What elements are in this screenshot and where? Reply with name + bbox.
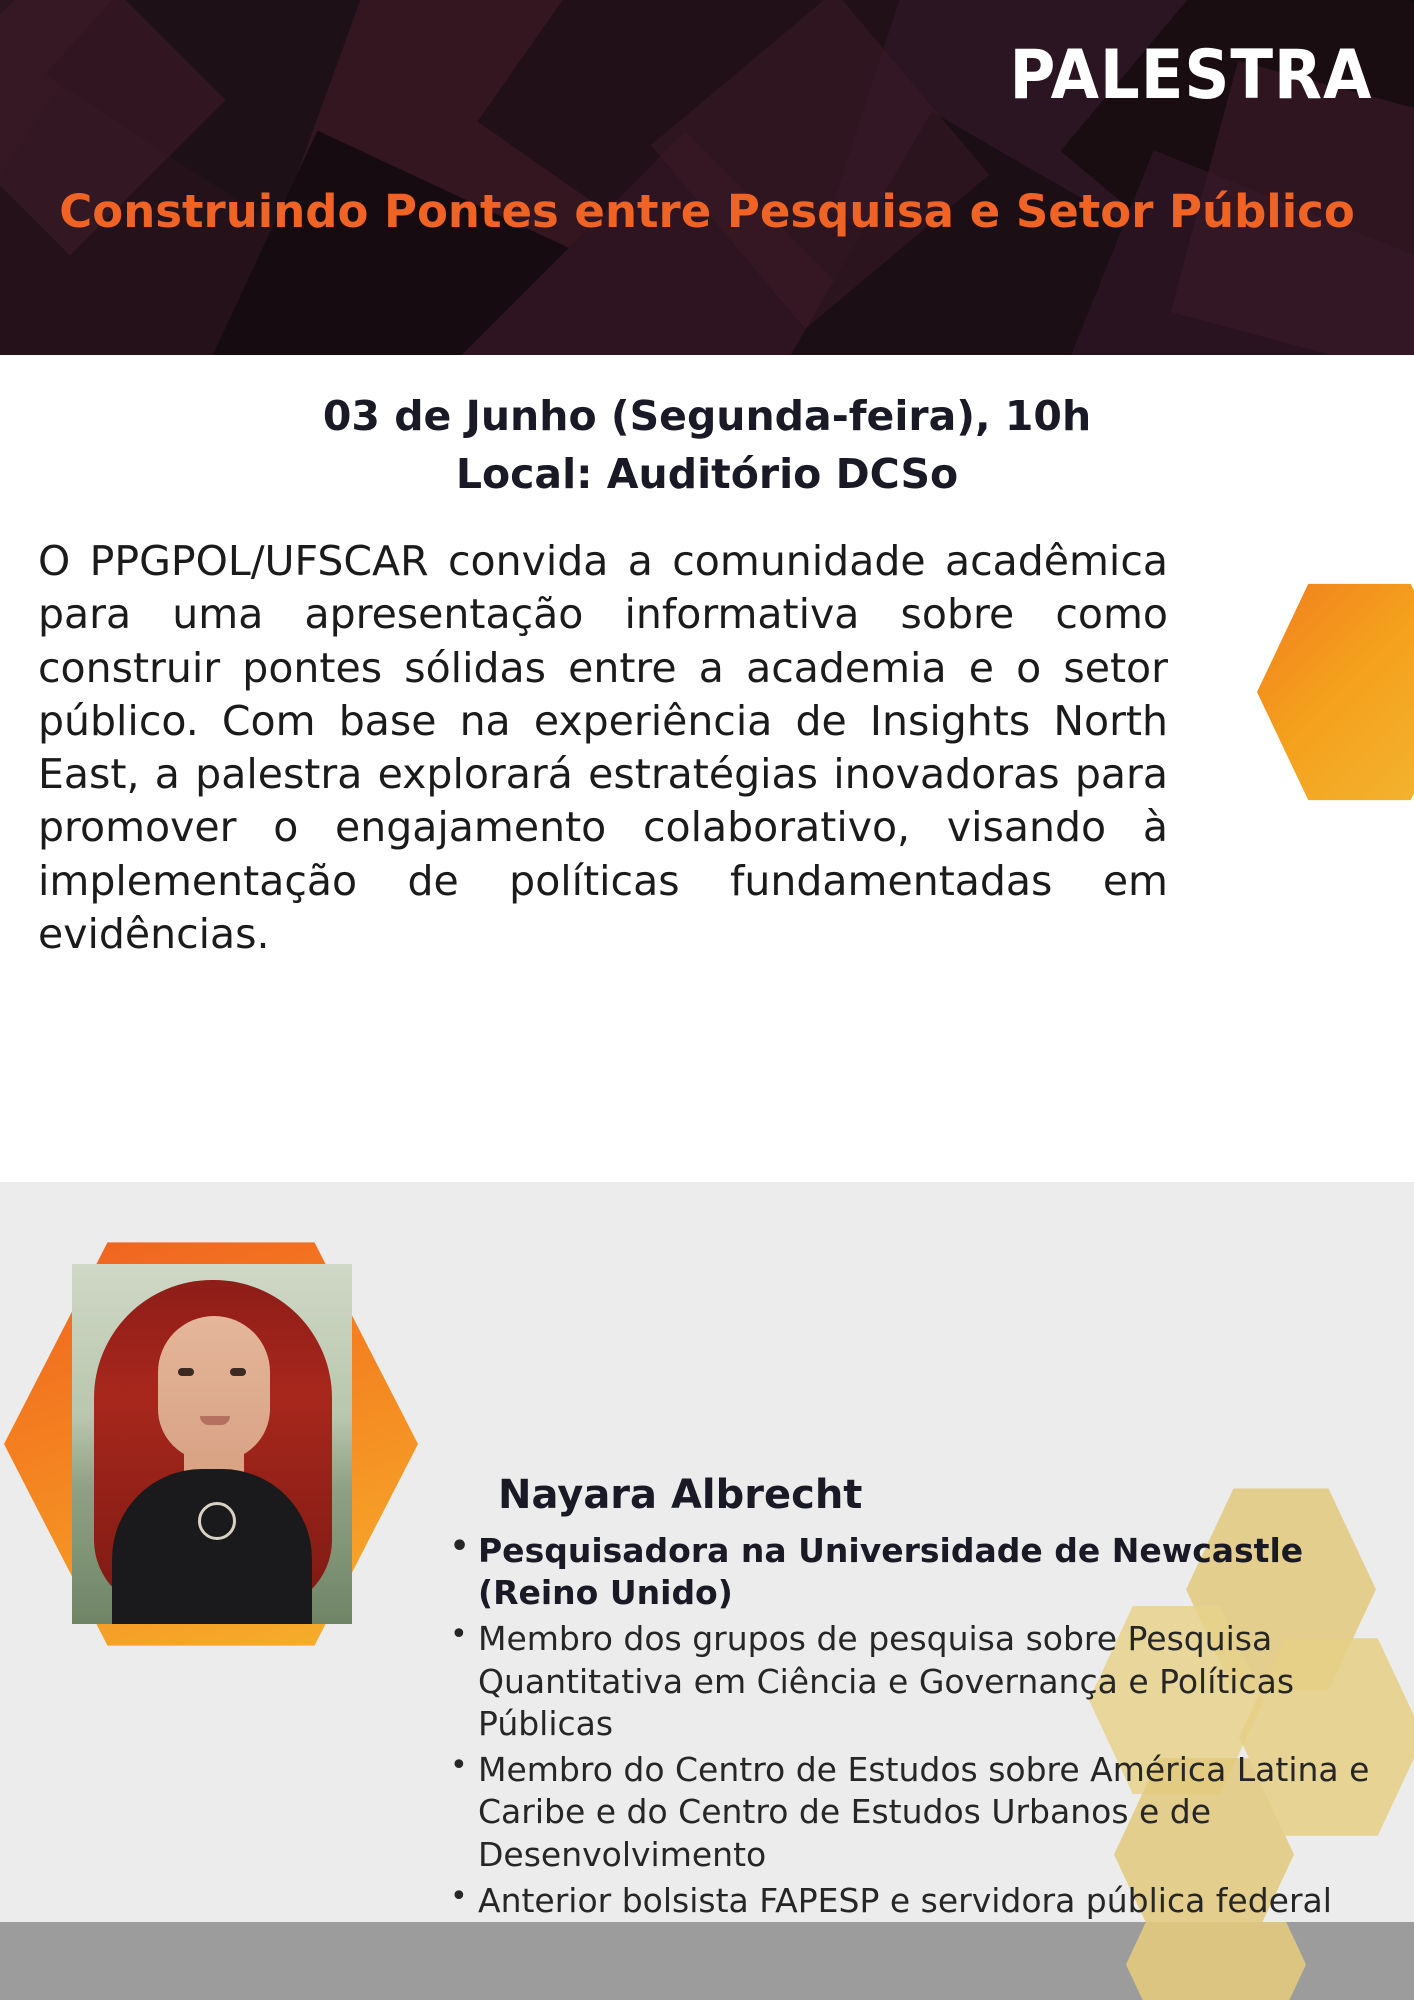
hexagon-decoration-footer [1126, 1922, 1306, 2000]
poster-header [0, 0, 1414, 355]
list-item: • Pesquisadora na Universidade de Newcastle (Reino Unido) [420, 1530, 1408, 1614]
event-schedule [0, 387, 1414, 503]
footer-bar [0, 1922, 1414, 2000]
hexagon-decoration-right [1257, 577, 1414, 807]
list-item: • Anterior bolsista FAPESP e servidora pública federal [478, 1880, 1408, 1922]
event-date: 03 de Junho (Segunda-feira), 10h [322, 392, 1092, 440]
list-item: • Membro do Centro de Estudos sobre América Latina e Caribe e do Centro de Estudos Urbanos e de Desenvolvimento [478, 1749, 1408, 1876]
poster-kicker: PALESTRA [1009, 36, 1372, 115]
event-location: Local: Auditório DCSo [455, 450, 959, 499]
speaker-credentials [440, 1530, 1408, 1922]
event-body [0, 355, 1414, 1182]
speaker-name: Nayara Albrecht [498, 1472, 863, 1518]
list-item: • Membro dos grupos de pesquisa sobre Pesquisa Quantitativa em Ciência e Governança e Políticas Públicas [478, 1618, 1408, 1745]
event-description: O PPGPOL/UFSCAR convida a comunidade acadêmica para uma apresentação informativa sobre como construir pontes sólidas entre a academia e o setor público. Com base na experiência de Insights North East, a palestra explorará estratégias inovadoras para promover o engajamento colaborativo, visando à implementação de políticas fundamentadas em evidências. [38, 537, 1168, 959]
speaker-section [0, 1182, 1414, 1922]
page-title: Construindo Pontes entre Pesquisa e Setor Público [59, 185, 1355, 238]
speaker-photo [72, 1264, 352, 1624]
